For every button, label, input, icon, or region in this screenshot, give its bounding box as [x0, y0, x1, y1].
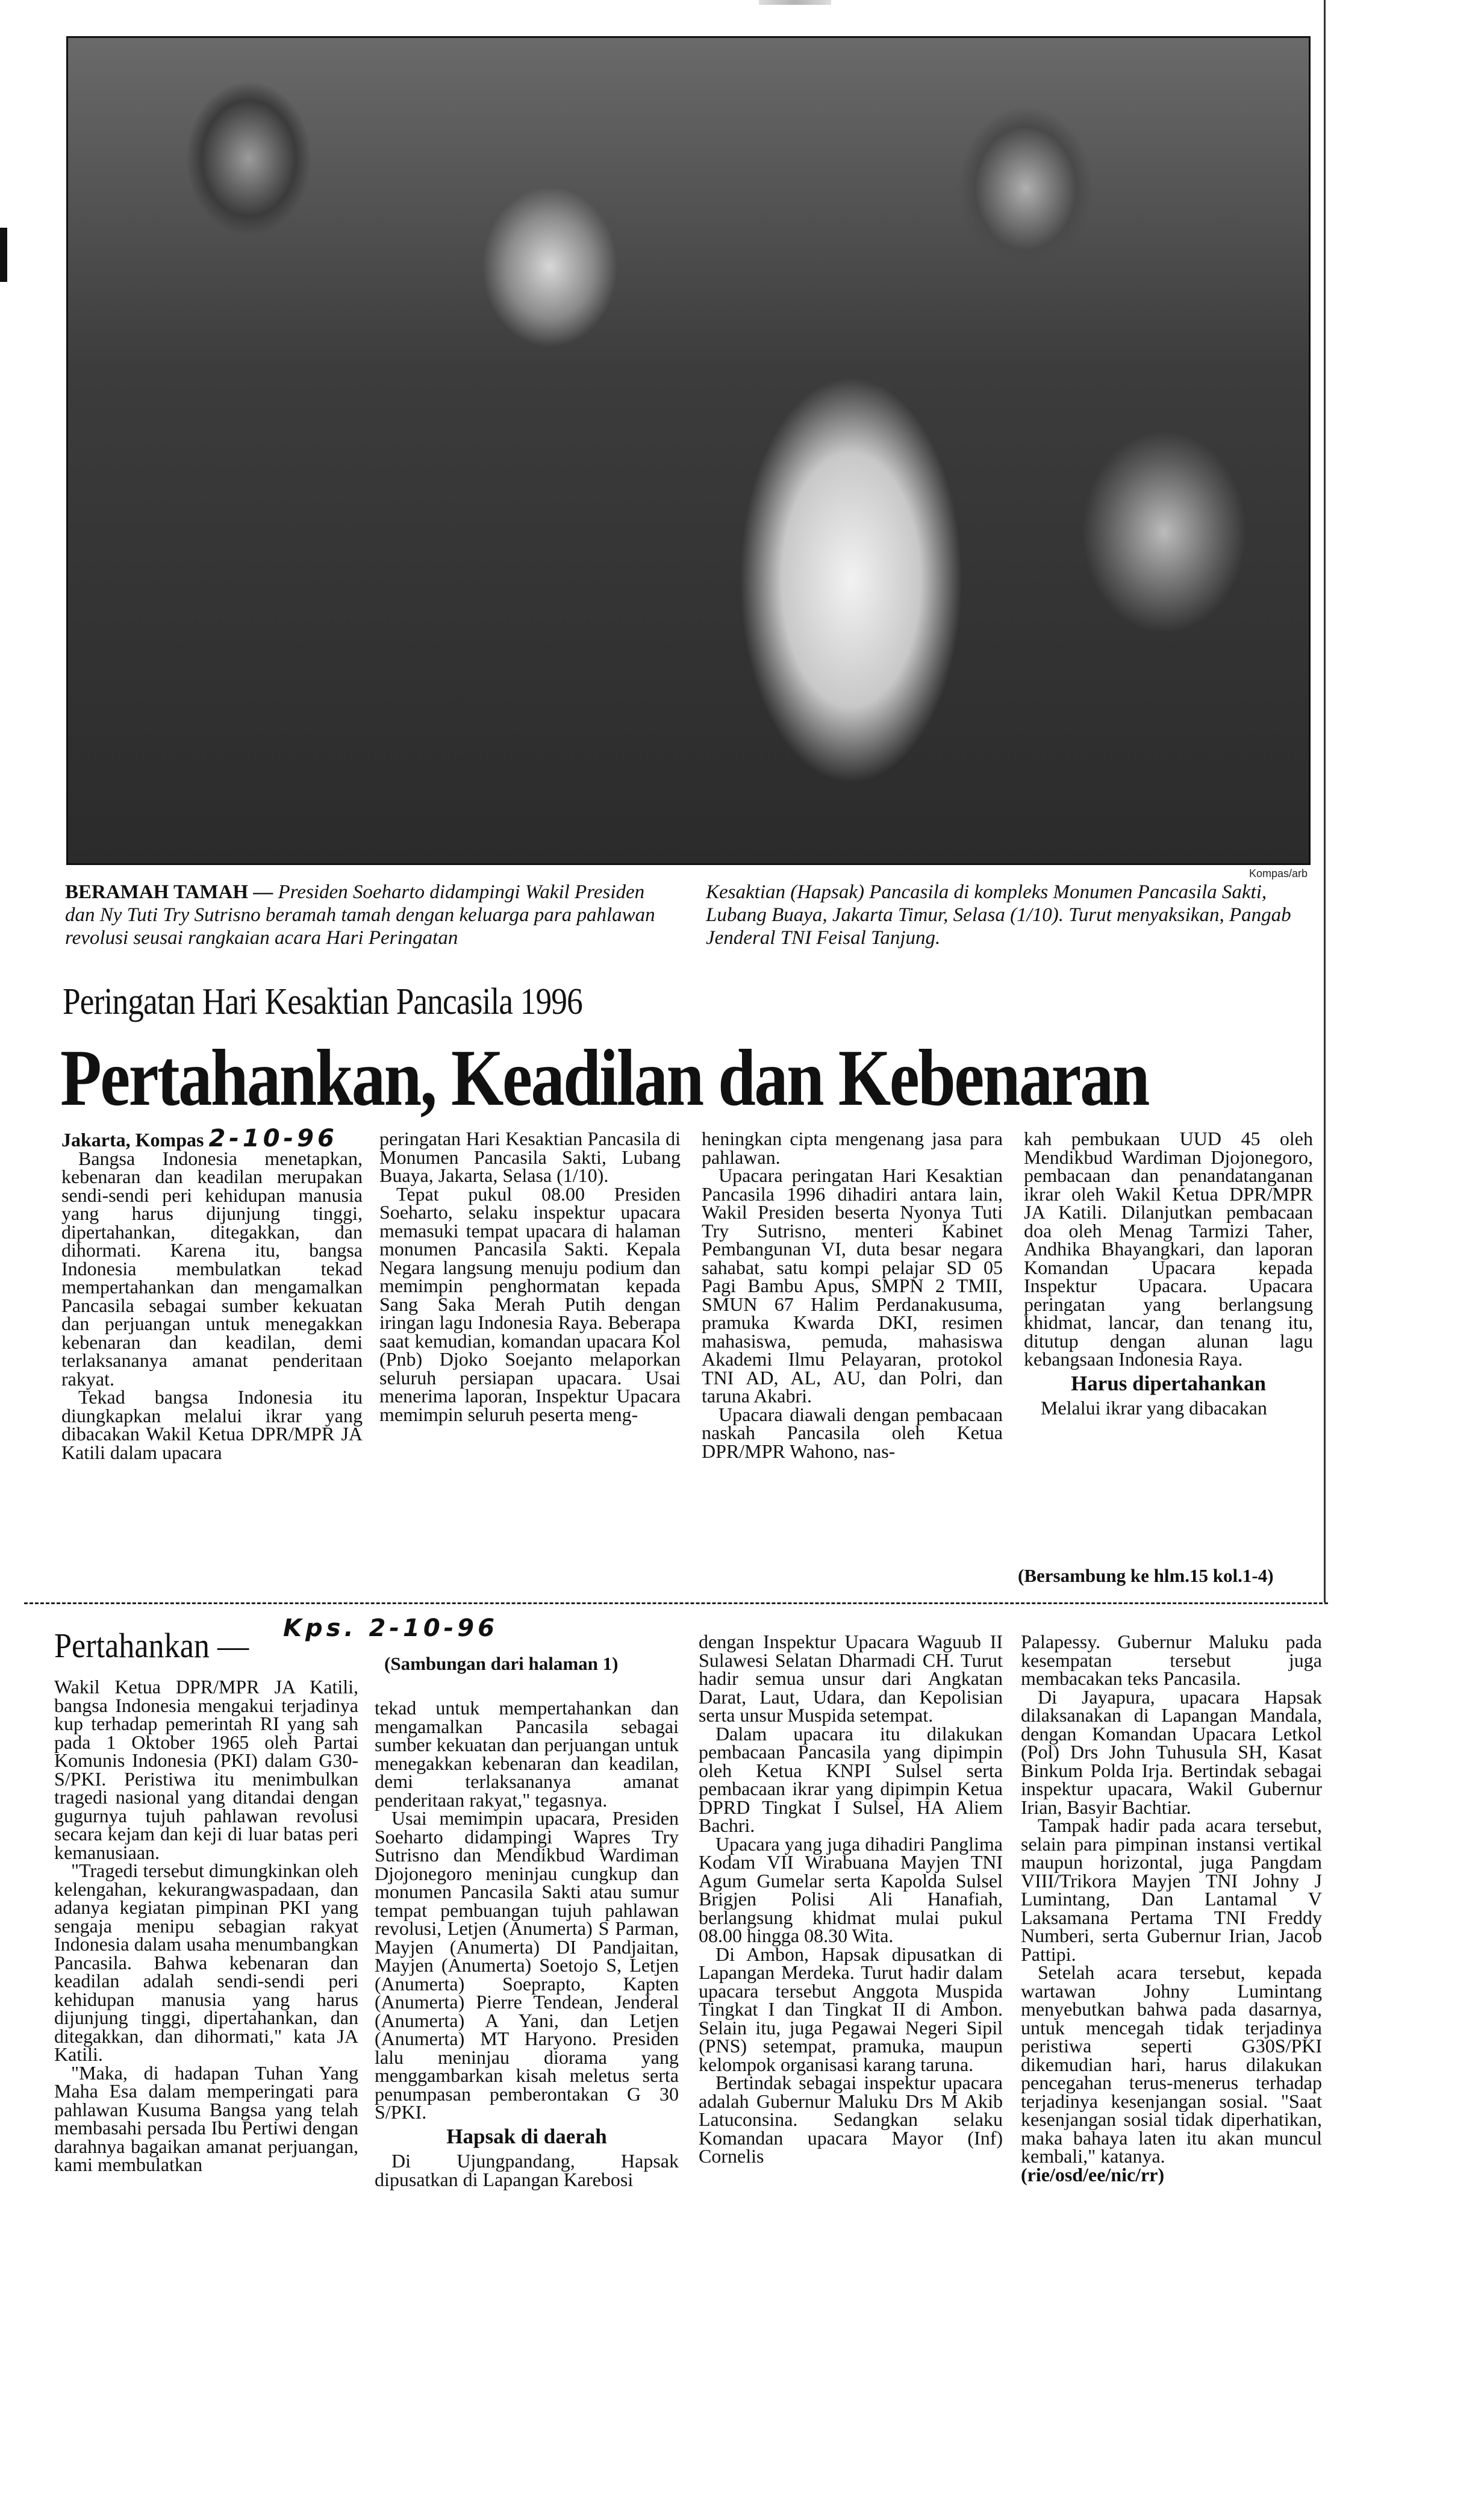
article-column-4: [1024, 1129, 1313, 1417]
paragraph: dengan Inspektur Upacara Waguub II Sulawesi Selatan Dharmadi CH. Turut hadir semua unsur dari Angkatan Darat, Laut, Udara, dan Kepolisian serta unsur Muspida setempat.: [699, 1631, 1003, 1726]
paragraph: Melalui ikrar yang dibacakan: [1041, 1397, 1267, 1419]
photo-caption-right: Kesaktian (Hapsak) Pancasila di kompleks Monumen Pancasila Sakti, Lubang Buaya, Jakarta Timur, Selasa (1/10). Turut menyaksikan, Pangab Jenderal TNI Feisal Tanjung.: [706, 881, 1291, 949]
paragraph: Palapessy. Gubernur Maluku pada kesempatan tersebut juga membacakan teks Pancasila.: [1021, 1631, 1322, 1689]
article-column-3: [702, 1129, 1003, 1460]
subheading: Harus dipertahankan: [1071, 1371, 1266, 1395]
continuation-column-2: [375, 1699, 679, 2189]
paragraph: Upacara diawali dengan pembacaan naskah Pancasila oleh Ketua DPR/MPR Wahono, nas-: [702, 1403, 1003, 1462]
paragraph: Tampak hadir pada acara tersebut, selain para pimpinan instansi vertikal maupun horizontal, juga Pangdam VIII/Trikora Mayjen TNI Johny J Lumintang, Dan Lantamal V Laksamana Pertama TNI Freddy Numberi, serta Gubernur Irian, Jacob Pattipi.: [1021, 1814, 1322, 1965]
paragraph: Bertindak sebagai inspektur upacara adalah Gubernur Maluku Drs M Akib Latuconsina. Sedangkan selaku Komandan upacara Mayor (Inf) Cornelis: [699, 2072, 1003, 2167]
article-headline: Pertahankan, Keadilan dan Kebenaran: [60, 1033, 1149, 1122]
paragraph: Usai memimpin upacara, Presiden Soeharto didampingi Wapres Try Sutrisno dan Mendikbud Wardiman Djojonegoro meninjau cungkup dan monumen Pancasila Sakti atau sumur tempat pembuangan tujuh pahlawan revolusi, Letjen (Anumerta) S Parman, Mayjen (Anumerta) DI Pandjaitan, Mayjen (Anumerta) Soetojo S, Letjen (Anumerta) Soeprapto, Kapten (Anumerta) Pierre Tendean, Jenderal (Anumerta) A Yani, dan Letjen (Anumerta) MT Haryono. Presiden lalu meninjau diorama yang menggambarkan kisah meletus serta penumpasan pemberontakan G 30 S/PKI.: [375, 1807, 679, 2123]
scan-smudge: [759, 0, 831, 5]
author-initials: (rie/osd/ee/nic/rr): [1021, 2163, 1165, 2186]
paragraph: Upacara peringatan Hari Kesaktian Pancasila 1996 dihadiri antara lain, Wakil Presiden beserta Nyonya Tuti Try Sutrisno, menteri Kabinet Pembangunan VI, duta besar negara sahabat, satu kompi pelajar SD 05 Pagi Bambu Apus, SMPN 2 TMII, SMUN 67 Halim Perdanakusuma, pramuka Kwarda DKI, resimen mahasiswa, pemuda, mahasiswa Akademi Ilmu Pelayaran, protokol TNI AD, AL, AU, dan Polri, dan taruna Akabri.: [702, 1164, 1003, 1407]
paragraph: Upacara yang juga dihadiri Panglima Kodam VII Wirabuana Mayjen TNI Agum Gumelar serta Kapolda Sulsel Brigjen Polisi Ali Hanafiah, berlangsung khidmat mulai pukul 08.00 hingga 08.30 Wita.: [699, 1832, 1003, 1946]
paragraph: tekad untuk mempertahankan dan mengamalkan Pancasila sebagai sumber kekuatan dan perjuangan untuk menegakkan kebenaran dan keadilan, demi terlaksananya amanat penderitaan rakyat," tegasnya.: [375, 1697, 679, 1811]
photo-credit: Kompas/arb: [1249, 867, 1308, 880]
continuation-column-3: [699, 1632, 1003, 2166]
cut-line-divider: [24, 1602, 1328, 1604]
clipping-border: [1324, 0, 1326, 1602]
article-column-1: [61, 1125, 363, 1463]
continuation-column-4: [1021, 1632, 1322, 2184]
paragraph: Dalam upacara itu dilakukan pembacaan Pancasila yang dipimpin oleh Ketua KNPI Sulsel serta pembacaan ikrar yang dipimpin Ketua DPRD Tingkat I Sulsel, HA Aliem Bachri.: [699, 1722, 1003, 1836]
continuation-title: Pertahankan —: [54, 1626, 249, 1665]
paragraph: "Tragedi tersebut dimungkinkan oleh kelengahan, kekurangwaspadaan, dan adanya kegiatan pimpinan PKI yang sengaja menipu sebagian rakyat Indonesia dalam usaha menumbangkan Pancasila. Bahwa kebenaran dan keadilan adalah sendi-sendi peri kehidupan manusia yang harus dijunjung tinggi, dipertahankan, dan ditegakkan, dan dihormati," kata JA Katili.: [54, 1860, 358, 2065]
news-photo: [66, 36, 1311, 865]
caption-label: BERAMAH TAMAH —: [65, 881, 273, 903]
paragraph: peringatan Hari Kesaktian Pancasila di Monumen Pancasila Sakti, Lubang Buaya, Jakarta, Selasa (1/10).: [379, 1128, 681, 1186]
paragraph: Wakil Ketua DPR/MPR JA Katili, bangsa Indonesia mengakui terjadinya kup terhadap pemerintah RI yang sah pada 1 Oktober 1965 oleh Partai Komunis Indonesia (PKI) dalam G30-S/PKI. Peristiwa itu menimbulkan tragedi nasional yang ditandai dengan gugurnya tujuh pahlawan revolusi secara kejam dan keji di luar batas peri kemanusiaan.: [54, 1676, 358, 1863]
paragraph: Setelah acara tersebut, kepada wartawan Johny Lumintang menyebutkan bahwa pada dasarnya, untuk mencegah tidak terjadinya peristiwa seperti G30S/PKI dikemudian hari, harus dilakukan pencegahan terus-menerus terhadap terjadinya kesenjangan sosial. "Saat kesenjangan sosial tidak diperhatikan, maka bahaya laten itu akan muncul kembali," katanya.: [1021, 1961, 1322, 2167]
photo-caption-left: [65, 881, 673, 949]
paragraph: Bangsa Indonesia menetapkan, kebenaran dan keadilan merupakan sendi-sendi peri kehidupan manusia yang harus dijunjung tinggi, dipertahankan, ditegakkan, dan dihormati. Karena itu, bangsa Indonesia membulatkan tekad mempertahankan dan mengamalkan Pancasila sebagai sumber kekuatan dan perjuangan untuk menegakkan kebenaran dan keadilan, demi terlaksananya amanat penderitaan rakyat.: [61, 1147, 363, 1390]
paragraph: "Maka, di hadapan Tuhan Yang Maha Esa dalam memperingati para pahlawan Kusuma Bangsa yang telah membasahi persada Ibu Pertiwi dengan darahnya bagaikan amanat perjuangan, kami membulatkan: [54, 2061, 358, 2175]
article-column-2: [379, 1129, 681, 1423]
dateline: Jakarta, Kompas: [61, 1129, 204, 1151]
paragraph: Di Ambon, Hapsak dipusatkan di Lapangan Merdeka. Turut hadir dalam upacara tersebut Anggota Muspida Tingkat I dan Tingkat II di Ambon. Selain itu, juga Pegawai Negeri Sipil (PNS) setempat, pramuka, maupun kelompok organisasi karang taruna.: [699, 1943, 1003, 2075]
continued-note: (Bersambung ke hlm.15 kol.1-4): [1018, 1565, 1274, 1586]
article-kicker: Peringatan Hari Kesaktian Pancasila 1996: [63, 981, 582, 1022]
paragraph: Di Ujungpandang, Hapsak dipusatkan di Lapangan Karebosi: [375, 2150, 679, 2190]
paragraph: Tekad bangsa Indonesia itu diungkapkan melalui ikrar yang dibacakan Wakil Ketua DPR/MPR JA Katili dalam upacara: [61, 1386, 363, 1463]
continuation-note: (Sambungan dari halaman 1): [384, 1653, 619, 1674]
subheading: Hapsak di daerah: [446, 2124, 607, 2148]
margin-mark: [0, 228, 7, 282]
continuation-column-1: [54, 1678, 358, 2174]
paragraph: Di Jayapura, upacara Hapsak dilaksanakan di Lapangan Mandala, dengan Komandan Upacara Letkol (Pol) Drs John Tuhusula SH, Kasat Binkum Polda Irja. Bertindak sebagai inspektur upacara, Wakil Gubernur Irian, Basyir Bachtiar.: [1021, 1686, 1322, 1818]
caption-text-left: Presiden Soeharto didampingi Wakil Presiden dan Ny Tuti Try Sutrisno beramah tamah dengan keluarga para pahlawan revolusi seusai rangkaian acara Hari Peringatan: [65, 881, 655, 949]
handwritten-note: Kps. 2-10-96: [283, 1614, 498, 1642]
paragraph: Tepat pukul 08.00 Presiden Soeharto, selaku inspektur upacara memasuki tempat upacara di halaman monumen Pancasila Sakti. Kepala Negara langsung menuju podium dan memimpin penghormatan kepada Sang Saka Merah Putih dengan iringan lagu Indonesia Raya. Beberapa saat kemudian, komandan upacara Kol (Pnb) Djoko Soejanto melaporkan seluruh persiapan upacara. Usai menerima laporan, Inspektur Upacara memimpin seluruh peserta meng-: [379, 1183, 681, 1425]
paragraph: kah pembukaan UUD 45 oleh Mendikbud Wardiman Djojonegoro, pembacaan dan penandatanganan ikrar oleh Wakil Ketua DPR/MPR JA Katili. Dilanjutkan pembacaan doa oleh Menag Tarmizi Taher, Andhika Bhayangkari, dan laporan Komandan Upacara kepada Inspektur Upacara. Upacara peringatan yang berlangsung khidmat, lancar, dan tenang itu, ditutup dengan alunan lagu kebangsaan Indonesia Raya.: [1024, 1128, 1313, 1370]
handwritten-date: 2-10-96: [208, 1125, 338, 1152]
paragraph: heningkan cipta mengenang jasa para pahlawan.: [702, 1128, 1003, 1168]
